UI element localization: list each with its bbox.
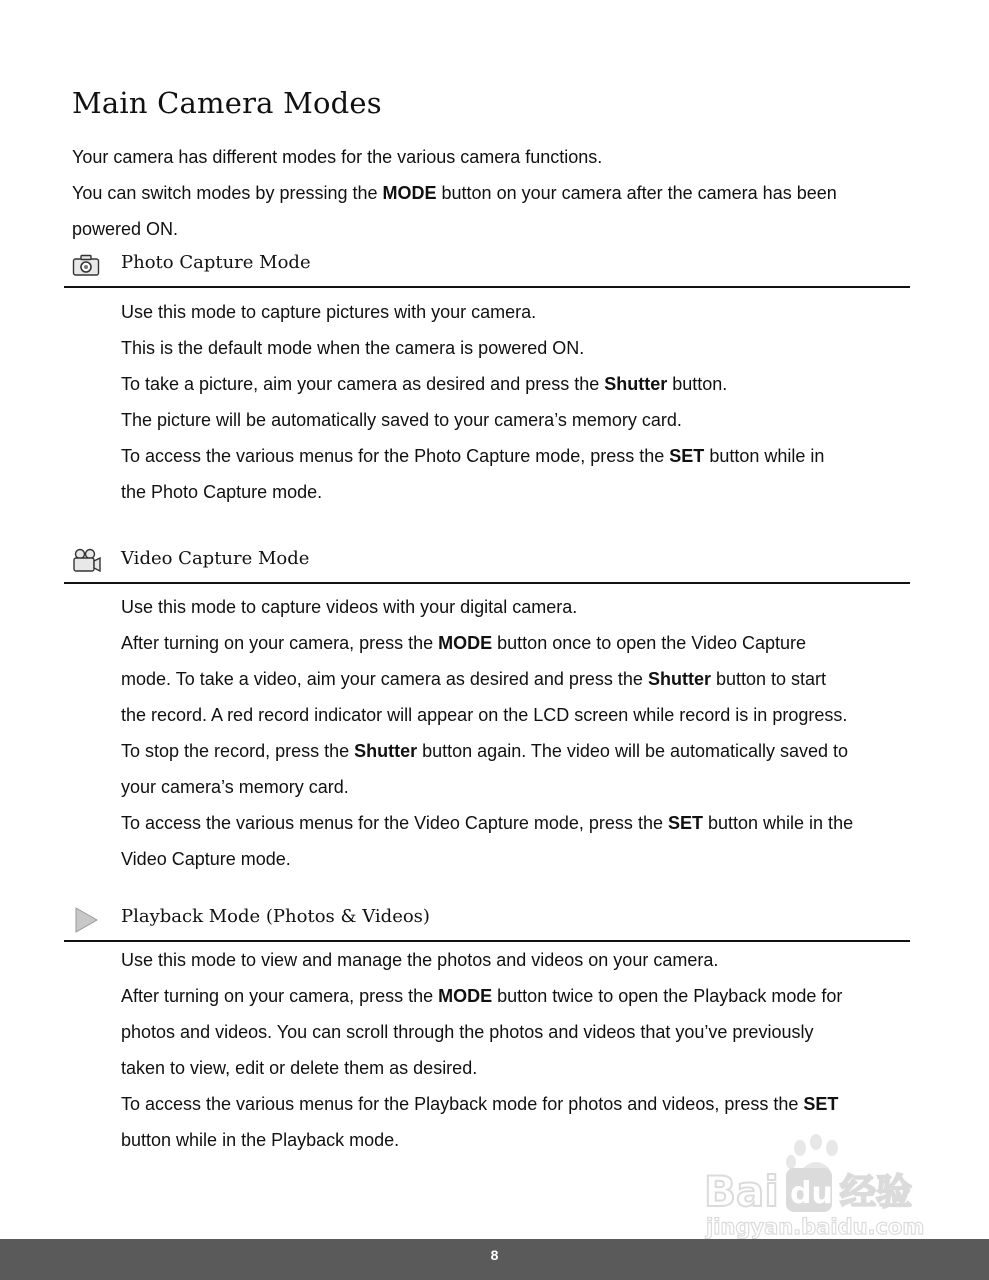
text-line: This is the default mode when the camera is powered ON. bbox=[121, 338, 585, 358]
bold-keyword: SET bbox=[669, 446, 705, 466]
text-line: Video Capture mode. bbox=[121, 849, 291, 869]
section-body-video bbox=[121, 589, 921, 877]
section-heading-label: Playback Mode (Photos & Videos) bbox=[121, 906, 430, 927]
section-heading-playback bbox=[64, 904, 910, 942]
bold-keyword: Shutter bbox=[354, 741, 418, 761]
text-line: To access the various menus for the Photo Capture mode, press the SET button while in bbox=[121, 446, 825, 466]
text-line: Use this mode to capture videos with your digital camera. bbox=[121, 597, 578, 617]
svg-text:Bai: Bai bbox=[704, 1167, 779, 1216]
intro-paragraph bbox=[72, 139, 932, 247]
baidu-jingyan-watermark bbox=[700, 1128, 940, 1243]
text-line: powered ON. bbox=[72, 219, 179, 239]
section-heading-photo bbox=[64, 250, 910, 288]
svg-text:jingyan.baidu.com: jingyan.baidu.com bbox=[706, 1215, 925, 1239]
bold-keyword: MODE bbox=[438, 633, 493, 653]
section-heading-label: Photo Capture Mode bbox=[121, 252, 311, 273]
text-line: the Photo Capture mode. bbox=[121, 482, 323, 502]
text-line: photos and videos. You can scroll through the photos and videos that you’ve previously bbox=[121, 1022, 814, 1042]
text-line: To take a picture, aim your camera as desired and press the Shutter button. bbox=[121, 374, 728, 394]
bold-keyword: Shutter bbox=[604, 374, 668, 394]
text-line: Use this mode to view and manage the photos and videos on your camera. bbox=[121, 950, 719, 970]
text-line: After turning on your camera, press the MODE button twice to open the Playback mode for bbox=[121, 986, 843, 1006]
page-title: Main Camera Modes bbox=[72, 86, 382, 120]
text-line: After turning on your camera, press the MODE button once to open the Video Capture bbox=[121, 633, 807, 653]
text-line: Your camera has different modes for the various camera functions. bbox=[72, 147, 603, 167]
text-line: You can switch modes by pressing the MODE button on your camera after the camera has been bbox=[72, 183, 837, 203]
text-line: taken to view, edit or delete them as desired. bbox=[121, 1058, 478, 1078]
page-number: 8 bbox=[490, 1247, 499, 1263]
bold-keyword: Shutter bbox=[647, 669, 711, 689]
svg-text:du: du bbox=[790, 1176, 833, 1211]
text-line: The picture will be automatically saved to your camera’s memory card. bbox=[121, 410, 682, 430]
text-line: To access the various menus for the Video Capture mode, press the SET button while in the bbox=[121, 813, 854, 833]
bold-keyword: SET bbox=[667, 813, 703, 833]
video-camera-icon bbox=[72, 548, 102, 574]
section-body-photo bbox=[121, 294, 921, 510]
text-line: the record. A red record indicator will appear on the LCD screen while record is in progress. bbox=[121, 705, 848, 725]
camera-icon bbox=[72, 253, 100, 277]
bold-keyword: SET bbox=[803, 1094, 839, 1114]
text-line: To access the various menus for the Playback mode for photos and videos, press the SET bbox=[121, 1094, 839, 1114]
section-heading-label: Video Capture Mode bbox=[121, 548, 310, 569]
svg-text:经验: 经验 bbox=[840, 1172, 913, 1213]
bold-keyword: MODE bbox=[438, 986, 493, 1006]
section-heading-video bbox=[64, 546, 910, 584]
text-line: Use this mode to capture pictures with your camera. bbox=[121, 302, 537, 322]
text-line: button while in the Playback mode. bbox=[121, 1130, 400, 1150]
page-footer bbox=[0, 1239, 989, 1280]
bold-keyword: MODE bbox=[382, 183, 437, 203]
section-body-playback bbox=[121, 942, 921, 1158]
text-line: mode. To take a video, aim your camera as desired and press the Shutter button to start bbox=[121, 669, 827, 689]
text-line: your camera’s memory card. bbox=[121, 777, 349, 797]
play-icon bbox=[72, 906, 100, 934]
text-line: To stop the record, press the Shutter button again. The video will be automatically saved to bbox=[121, 741, 849, 761]
